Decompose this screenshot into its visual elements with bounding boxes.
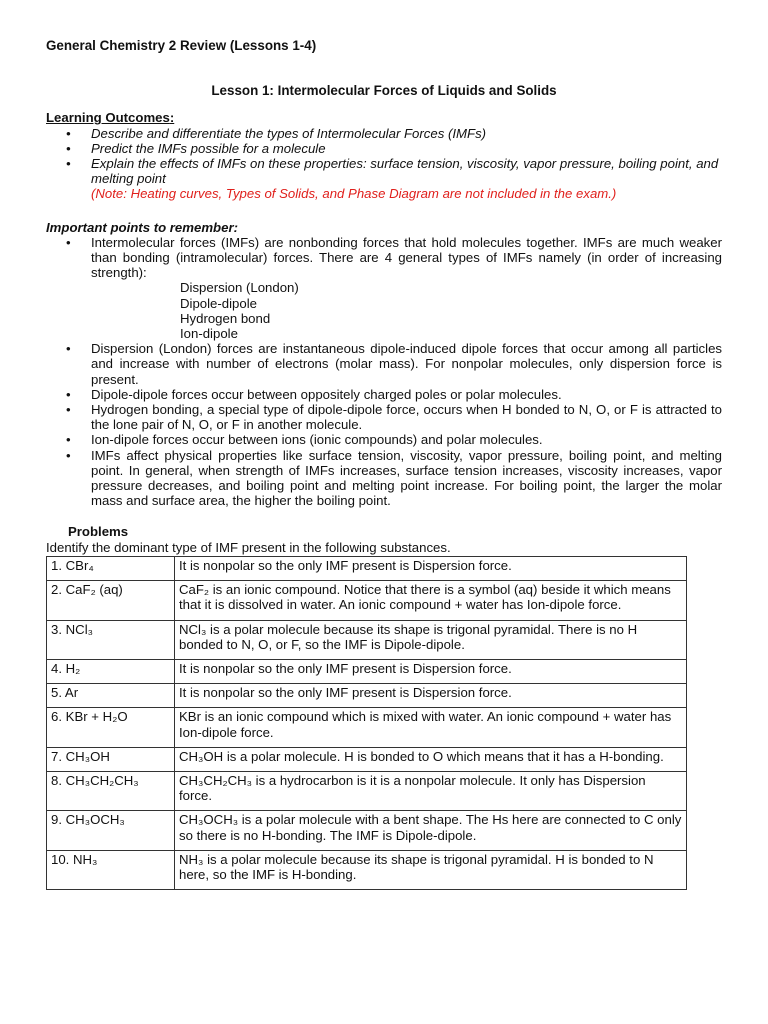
important-points-list bbox=[46, 235, 722, 509]
list-item: • Dispersion (London) forces are instantaneous dipole-induced dipole forces that occur among all particles and increase with number of electrons (molar mass). For nonpolar molecules, only dispersion force is present. bbox=[46, 341, 722, 387]
table-row bbox=[47, 747, 687, 771]
table-row bbox=[47, 850, 687, 889]
problems-heading: Problems bbox=[68, 524, 129, 540]
answer-cell: NH₃ is a polar molecule because its shape is trigonal pyramidal. H is bonded to N here, so the IMF is H-bonding. bbox=[175, 850, 687, 889]
list-item: • Describe and differentiate the types of Intermolecular Forces (IMFs) bbox=[46, 126, 722, 141]
imf-types-list bbox=[91, 280, 722, 341]
answer-cell: It is nonpolar so the only IMF present is Dispersion force. bbox=[175, 684, 687, 708]
substance-cell: 3. NCl₃ bbox=[47, 620, 175, 659]
important-points-heading: Important points to remember: bbox=[46, 219, 238, 235]
list-item: • IMFs affect physical properties like surface tension, viscosity, vapor pressure, boiling point, and melting point. In general, when strength of IMFs increases, surface tension increases, viscosity increases, vapor pressure decreases, and boiling point and melting point increase. For boiling point, the larger the molar mass and surface area, the higher the boiling point. bbox=[46, 448, 722, 509]
list-item bbox=[46, 235, 722, 341]
list-item: • Hydrogen bonding, a special type of dipole-dipole force, occurs when H bonded to N, O, or F is attracted to the lone pair of N, O, or F in another molecule. bbox=[46, 402, 722, 432]
problems-instruction: Identify the dominant type of IMF present in the following substances. bbox=[46, 539, 451, 555]
imf-type: Dispersion (London) bbox=[180, 280, 299, 296]
table-row bbox=[47, 659, 687, 683]
answer-cell: NCl₃ is a polar molecule because its shape is trigonal pyramidal. There is no H bonded to N, O, or F, so the IMF is Dipole-dipole. bbox=[175, 620, 687, 659]
list-item: • Ion-dipole forces occur between ions (ionic compounds) and polar molecules. bbox=[46, 432, 722, 447]
table-row bbox=[47, 771, 687, 810]
answer-cell: CH₃OCH₃ is a polar molecule with a bent shape. The Hs here are connected to C only so there is no H-bonding. The IMF is Dipole-dipole. bbox=[175, 811, 687, 850]
learning-outcomes-list bbox=[46, 126, 722, 187]
substance-cell: 6. KBr + H₂O bbox=[47, 708, 175, 747]
list-item: • Explain the effects of IMFs on these properties: surface tension, viscosity, vapor pressure, boiling point, and melting point bbox=[46, 156, 722, 186]
substance-cell: 2. CaF₂ (aq) bbox=[47, 581, 175, 620]
exam-note: (Note: Heating curves, Types of Solids, and Phase Diagram are not included in the exam.) bbox=[91, 186, 617, 202]
imf-type: Dipole-dipole bbox=[180, 295, 257, 311]
substance-cell: 7. CH₃OH bbox=[47, 747, 175, 771]
substance-cell: 4. H₂ bbox=[47, 659, 175, 683]
substance-cell: 9. CH₃OCH₃ bbox=[47, 811, 175, 850]
answer-cell: It is nonpolar so the only IMF present is Dispersion force. bbox=[175, 659, 687, 683]
answer-cell: CaF₂ is an ionic compound. Notice that there is a symbol (aq) beside it which means that it is dissolved in water. An ionic compound + water has Ion-dipole force. bbox=[175, 581, 687, 620]
learning-outcomes-heading-text: Learning Outcomes bbox=[46, 110, 170, 126]
table-row bbox=[47, 708, 687, 747]
table-row bbox=[47, 556, 687, 580]
answer-cell: KBr is an ionic compound which is mixed with water. An ionic compound + water has Ion-dipole force. bbox=[175, 708, 687, 747]
problems-table bbox=[46, 556, 687, 890]
lesson-title: Lesson 1: Intermolecular Forces of Liquids and Solids bbox=[211, 83, 557, 99]
answer-cell: It is nonpolar so the only IMF present is Dispersion force. bbox=[175, 556, 687, 580]
imf-type: Ion-dipole bbox=[180, 326, 238, 342]
substance-cell: 10. NH₃ bbox=[47, 850, 175, 889]
document-title: General Chemistry 2 Review (Lessons 1-4) bbox=[46, 38, 317, 53]
list-item: • Predict the IMFs possible for a molecule bbox=[46, 141, 722, 156]
learning-outcomes-heading bbox=[46, 110, 722, 125]
document-page bbox=[46, 38, 722, 890]
answer-cell: CH₃OH is a polar molecule. H is bonded to O which means that it has a H-bonding. bbox=[175, 747, 687, 771]
table-row bbox=[47, 684, 687, 708]
substance-cell: 1. CBr₄ bbox=[47, 556, 175, 580]
substance-cell: 8. CH₃CH₂CH₃ bbox=[47, 771, 175, 810]
imf-type: Hydrogen bond bbox=[180, 310, 271, 326]
imf-intro-text: Intermolecular forces (IMFs) are nonbonding forces that hold molecules together. IMFs are much weaker than bonding (intramolecular) forces. There are 4 general types of IMFs namely (in order of increasing strength): bbox=[91, 234, 722, 281]
list-item: • Dipole-dipole forces occur between oppositely charged poles or polar molecules. bbox=[46, 387, 722, 402]
learning-outcomes-heading-colon: : bbox=[169, 110, 175, 126]
table-row bbox=[47, 581, 687, 620]
answer-cell: CH₃CH₂CH₃ is a hydrocarbon is it is a nonpolar molecule. It only has Dispersion force. bbox=[175, 771, 687, 810]
table-row bbox=[47, 811, 687, 850]
substance-cell: 5. Ar bbox=[47, 684, 175, 708]
table-row bbox=[47, 620, 687, 659]
